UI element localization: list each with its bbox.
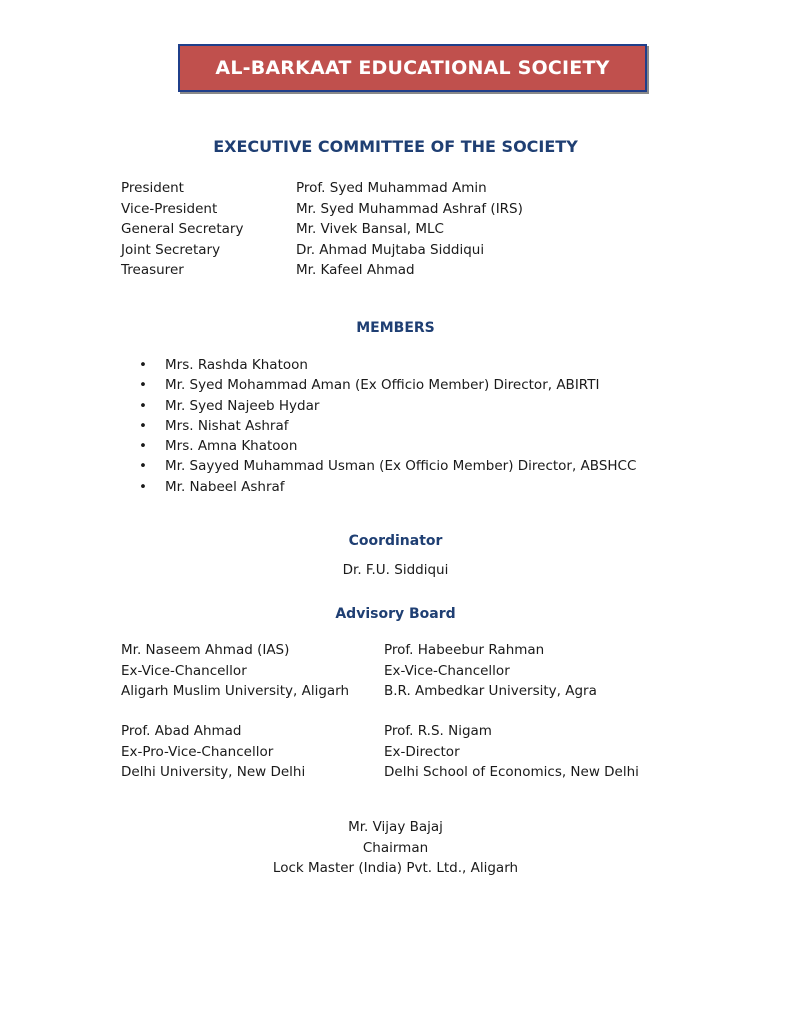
member-name: Mr. Nabeel Ashraf	[165, 478, 285, 495]
coordinator-name: Dr. F.U. Siddiqui	[342, 562, 449, 578]
executive-committee-heading: EXECUTIVE COMMITTEE OF THE SOCIETY	[213, 137, 578, 156]
exec-row	[121, 219, 523, 240]
exec-role: President	[121, 180, 184, 196]
society-title: AL-BARKAAT EDUCATIONAL SOCIETY	[215, 57, 610, 79]
advisor-title: Ex-Pro-Vice-Chancellor	[121, 743, 274, 760]
advisor-title: Ex-Director	[384, 743, 460, 760]
exec-row	[121, 178, 523, 199]
advisor-org: Lock Master (India) Pvt. Ltd., Aligarh	[272, 860, 519, 876]
exec-name: Mr. Kafeel Ahmad	[296, 262, 415, 278]
bullet-icon: •	[139, 478, 147, 495]
member-name: Mr. Syed Mohammad Aman (Ex Officio Member) Director, ABIRTI	[165, 377, 600, 394]
list-item	[139, 456, 636, 476]
list-item	[139, 416, 636, 436]
bullet-icon: •	[139, 357, 147, 373]
advisor-name: Prof. R.S. Nigam	[384, 723, 492, 739]
advisor-org: Delhi School of Economics, New Delhi	[384, 764, 639, 780]
advisory-entry	[0, 817, 791, 879]
exec-role: General Secretary	[121, 221, 244, 237]
bullet-icon: •	[139, 417, 147, 434]
advisory-entry	[121, 721, 305, 783]
members-heading: MEMBERS	[356, 320, 435, 336]
bullet-icon: •	[139, 438, 147, 455]
executive-committee-table	[121, 178, 523, 281]
member-name: Mrs. Rashda Khatoon	[165, 357, 308, 373]
exec-name: Prof. Syed Muhammad Amin	[296, 180, 487, 196]
advisory-entry	[121, 640, 349, 702]
list-item	[139, 396, 636, 416]
advisor-org: Delhi University, New Delhi	[121, 764, 306, 780]
exec-role: Vice-President	[121, 200, 218, 217]
advisory-board-heading: Advisory Board	[335, 606, 456, 622]
member-name: Mr. Sayyed Muhammad Usman (Ex Officio Member) Director, ABSHCC	[165, 458, 637, 475]
bullet-icon: •	[139, 458, 147, 475]
list-item	[139, 355, 636, 375]
title-banner	[178, 44, 647, 92]
advisor-name: Mr. Naseem Ahmad (IAS)	[121, 642, 290, 658]
exec-name: Mr. Syed Muhammad Ashraf (IRS)	[296, 200, 523, 217]
exec-name: Dr. Ahmad Mujtaba Siddiqui	[296, 241, 485, 258]
advisory-entry	[384, 721, 639, 783]
advisor-org: Aligarh Muslim University, Aligarh	[121, 683, 350, 699]
exec-name: Mr. Vivek Bansal, MLC	[296, 221, 444, 237]
exec-row	[121, 240, 523, 261]
member-name: Mr. Syed Najeeb Hydar	[165, 397, 320, 414]
advisor-org: B.R. Ambedkar University, Agra	[384, 683, 597, 699]
advisor-name: Prof. Abad Ahmad	[121, 723, 242, 739]
bullet-icon: •	[139, 377, 147, 394]
advisor-title: Ex-Vice-Chancellor	[384, 662, 510, 679]
member-name: Mrs. Nishat Ashraf	[165, 417, 289, 434]
advisory-entry	[384, 640, 597, 702]
advisor-name: Prof. Habeebur Rahman	[384, 642, 545, 658]
coordinator-heading: Coordinator	[348, 533, 443, 549]
list-item	[139, 477, 636, 497]
exec-row	[121, 199, 523, 220]
exec-role: Treasurer	[121, 262, 184, 278]
list-item	[139, 375, 636, 395]
advisor-name: Mr. Vijay Bajaj	[348, 819, 443, 835]
list-item	[139, 436, 636, 456]
advisor-title: Ex-Vice-Chancellor	[121, 662, 247, 679]
advisor-title: Chairman	[362, 839, 429, 856]
exec-role: Joint Secretary	[121, 241, 221, 258]
members-list	[139, 355, 636, 497]
bullet-icon: •	[139, 397, 147, 414]
member-name: Mrs. Amna Khatoon	[165, 438, 298, 455]
exec-row	[121, 260, 523, 281]
